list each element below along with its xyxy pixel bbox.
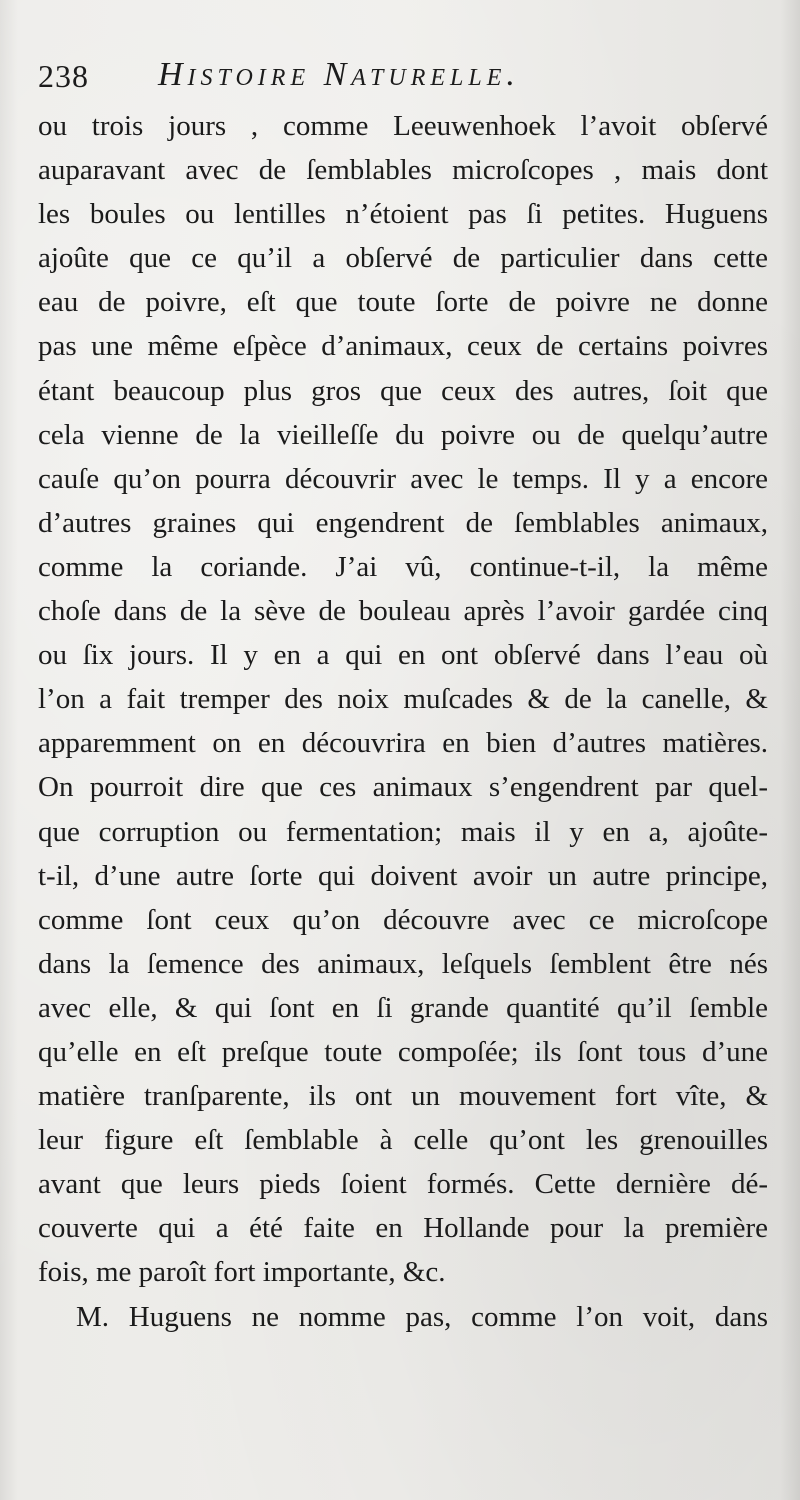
- page-number: 238: [38, 58, 89, 94]
- text-line: M. Huguens ne nomme pas, comme l’on voit, dans: [76, 1300, 768, 1333]
- text-line: comme la coriande. J’ai vû, continue-t-il, la même: [38, 550, 768, 583]
- text-line: fois, me paroît fort importante, &c.: [38, 1256, 446, 1289]
- text-line: choſe dans de la sève de bouleau après l’avoir gardée cinq: [38, 595, 768, 628]
- text-line: avant que leurs pieds ſoient formés. Cette dernière dé-: [38, 1168, 768, 1201]
- text-line: dans la ſemence des animaux, leſquels ſemblent être nés: [38, 947, 768, 980]
- text-line: pas une même eſpèce d’animaux, ceux de certains poivres: [38, 330, 768, 363]
- text-line: eau de poivre, eſt que toute ſorte de poivre ne donne: [38, 286, 768, 319]
- text-line: l’on a fait tremper des noix muſcades & de la canelle, &: [38, 683, 768, 716]
- text-line: cauſe qu’on pourra découvrir avec le temps. Il y a encore: [38, 462, 768, 495]
- text-line: t-il, d’une autre ſorte qui doivent avoir un autre principe,: [38, 859, 768, 892]
- book-page: [38, 52, 768, 1339]
- text-line: ajoûte que ce qu’il a obſervé de particulier dans cette: [38, 242, 768, 275]
- text-line: On pourroit dire que ces animaux s’engendrent par quel-: [38, 771, 768, 804]
- running-title: Histoire Naturelle.: [158, 56, 520, 93]
- text-line: apparemment on en découvrira en bien d’autres matières.: [38, 727, 768, 760]
- text-line: auparavant avec de ſemblables microſcopes , mais dont: [38, 154, 768, 187]
- text-line: que corruption ou fermentation; mais il y en a, ajoûte-: [38, 815, 768, 848]
- text-line: leur figure eſt ſemblable à celle qu’ont les grenouilles: [38, 1124, 768, 1157]
- text-line: cela vienne de la vieilleſſe du poivre ou de quelqu’autre: [38, 418, 768, 451]
- text-line: les boules ou lentilles n’étoient pas ſi petites. Huguens: [38, 198, 768, 231]
- text-line: étant beaucoup plus gros que ceux des autres, ſoit que: [38, 374, 768, 407]
- text-line: qu’elle en eſt preſque toute compoſée; ils ſont tous d’une: [38, 1035, 768, 1068]
- text-line: couverte qui a été faite en Hollande pour la première: [38, 1212, 768, 1245]
- text-line: ou ſix jours. Il y en a qui en ont obſervé dans l’eau où: [38, 639, 768, 672]
- text-line: d’autres graines qui engendrent de ſemblables animaux,: [38, 506, 768, 539]
- text-line: ou trois jours , comme Leeuwenhoek l’avoit obſervé: [38, 110, 768, 142]
- page-header: [38, 52, 768, 104]
- text-line: matière tranſparente, ils ont un mouvement fort vîte, &: [38, 1080, 768, 1113]
- text-line: comme ſont ceux qu’on découvre avec ce microſcope: [38, 903, 768, 936]
- text-line: avec elle, & qui ſont en ſi grande quantité qu’il ſemble: [38, 991, 768, 1024]
- body-text: [38, 104, 768, 1339]
